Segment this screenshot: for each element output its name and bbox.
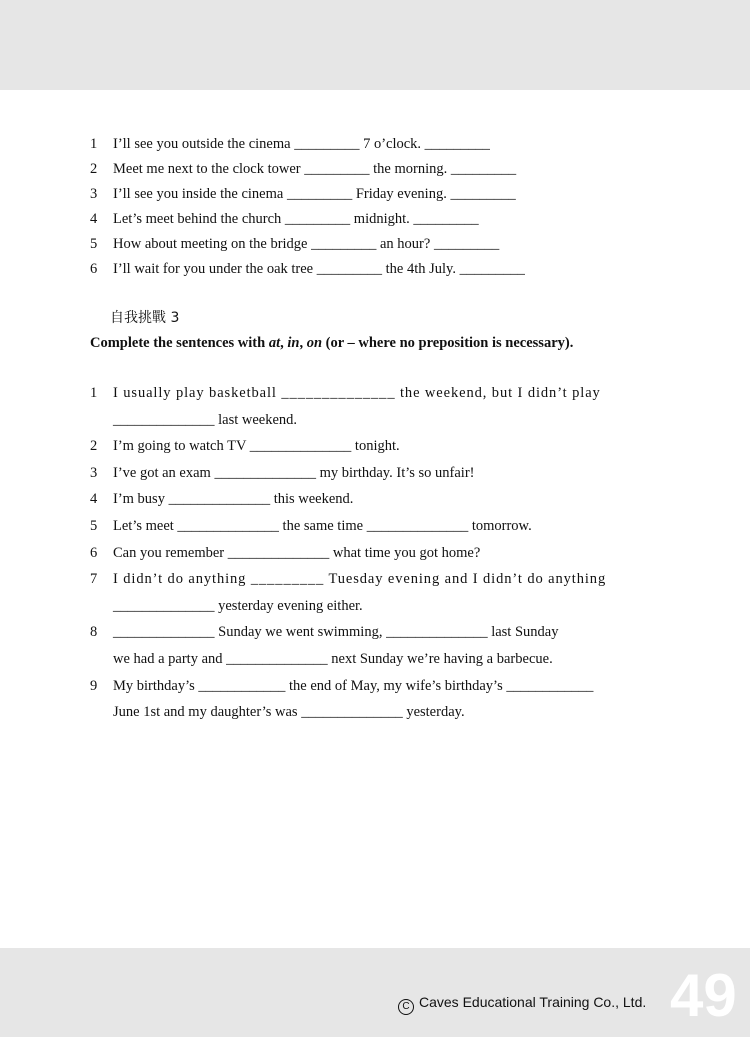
sentence: Let’s meet behind the church _________ midnight. _________ (113, 211, 479, 227)
header-band (0, 0, 750, 90)
item-number: 9 (90, 677, 98, 694)
exercise-line (90, 380, 670, 407)
exercise-line (90, 207, 525, 232)
exercise-line-continuation (90, 593, 670, 620)
exercise-line (90, 566, 670, 593)
instruction-on: on (306, 335, 323, 351)
copyright (398, 994, 646, 1015)
exercise-line (90, 460, 670, 487)
sentence: My birthday’s ____________ the end of May, my wife’s birthday’s ____________ (113, 677, 594, 694)
sentence: How about meeting on the bridge _________ an hour? _________ (113, 236, 500, 252)
exercise-1 (90, 132, 525, 282)
sentence: I’ll wait for you under the oak tree _________ the 4th July. _________ (113, 261, 525, 277)
item-number: 4 (90, 211, 98, 227)
instruction-suffix: (or – where no preposition is necessary). (322, 335, 574, 351)
page-number: 49 (670, 962, 737, 1029)
instruction (90, 331, 670, 355)
sentence: I didn’t do anything _________ Tuesday evening and I didn’t do anything (113, 571, 607, 588)
sentence: I’ll see you inside the cinema _________ Friday evening. _________ (113, 186, 516, 202)
exercise-line (90, 182, 525, 207)
exercise-line (90, 486, 670, 513)
copyright-text: Caves Educational Training Co., Ltd. (419, 994, 647, 1010)
item-number: 6 (90, 544, 98, 561)
exercise-line (90, 232, 525, 257)
section-title: 自我挑戰 3 (110, 310, 180, 326)
exercise-line (90, 513, 670, 540)
item-number: 2 (90, 161, 98, 177)
sentence: I usually play basketball ______________ the weekend, but I didn’t play (113, 385, 601, 401)
exercise-line-continuation (90, 699, 670, 726)
instruction-sep: , (299, 335, 307, 351)
exercise-line (90, 257, 525, 282)
exercise-2 (90, 380, 670, 726)
sentence: Let’s meet ______________ the same time ______________ tomorrow. (113, 517, 532, 534)
copyright-icon: C (398, 999, 414, 1015)
instruction-at: at (268, 335, 281, 351)
exercise-line-continuation (90, 407, 670, 434)
sentence: we had a party and ______________ next Sunday we’re having a barbecue. (113, 650, 553, 667)
item-number: 2 (90, 438, 98, 455)
exercise-2-header (90, 306, 670, 355)
item-number: 3 (90, 464, 98, 481)
sentence: ______________ Sunday we went swimming, ______________ last Sunday (113, 624, 559, 641)
instruction-sep: , (280, 335, 288, 351)
item-number: 7 (90, 571, 99, 588)
instruction-in: in (287, 335, 300, 351)
item-number: 1 (90, 385, 99, 401)
sentence: Can you remember ______________ what time you got home? (113, 544, 481, 561)
instruction-prefix: Complete the sentences with (90, 335, 269, 351)
footer-band (0, 948, 750, 1037)
sentence: ______________ yesterday evening either. (113, 597, 363, 614)
item-number: 1 (90, 136, 98, 152)
sentence: I’ll see you outside the cinema _________ 7 o’clock. _________ (113, 136, 490, 152)
sentence: June 1st and my daughter’s was ______________ yesterday. (113, 704, 465, 721)
item-number: 4 (90, 491, 98, 508)
exercise-line-continuation (90, 646, 670, 673)
item-number: 3 (90, 186, 98, 202)
sentence: ______________ last weekend. (113, 411, 298, 428)
exercise-line (90, 619, 670, 646)
sentence: I’ve got an exam ______________ my birthday. It’s so unfair! (113, 464, 475, 481)
sentence: I’m going to watch TV ______________ tonight. (113, 438, 400, 455)
exercise-line (90, 157, 525, 182)
item-number: 6 (90, 261, 98, 277)
item-number: 8 (90, 624, 98, 641)
item-number: 5 (90, 517, 98, 534)
item-number: 5 (90, 236, 98, 252)
exercise-line (90, 673, 670, 700)
exercise-line (90, 132, 525, 157)
exercise-line (90, 433, 670, 460)
sentence: I’m busy ______________ this weekend. (113, 491, 354, 508)
exercise-line (90, 540, 670, 567)
sentence: Meet me next to the clock tower _________ the morning. _________ (113, 161, 517, 177)
